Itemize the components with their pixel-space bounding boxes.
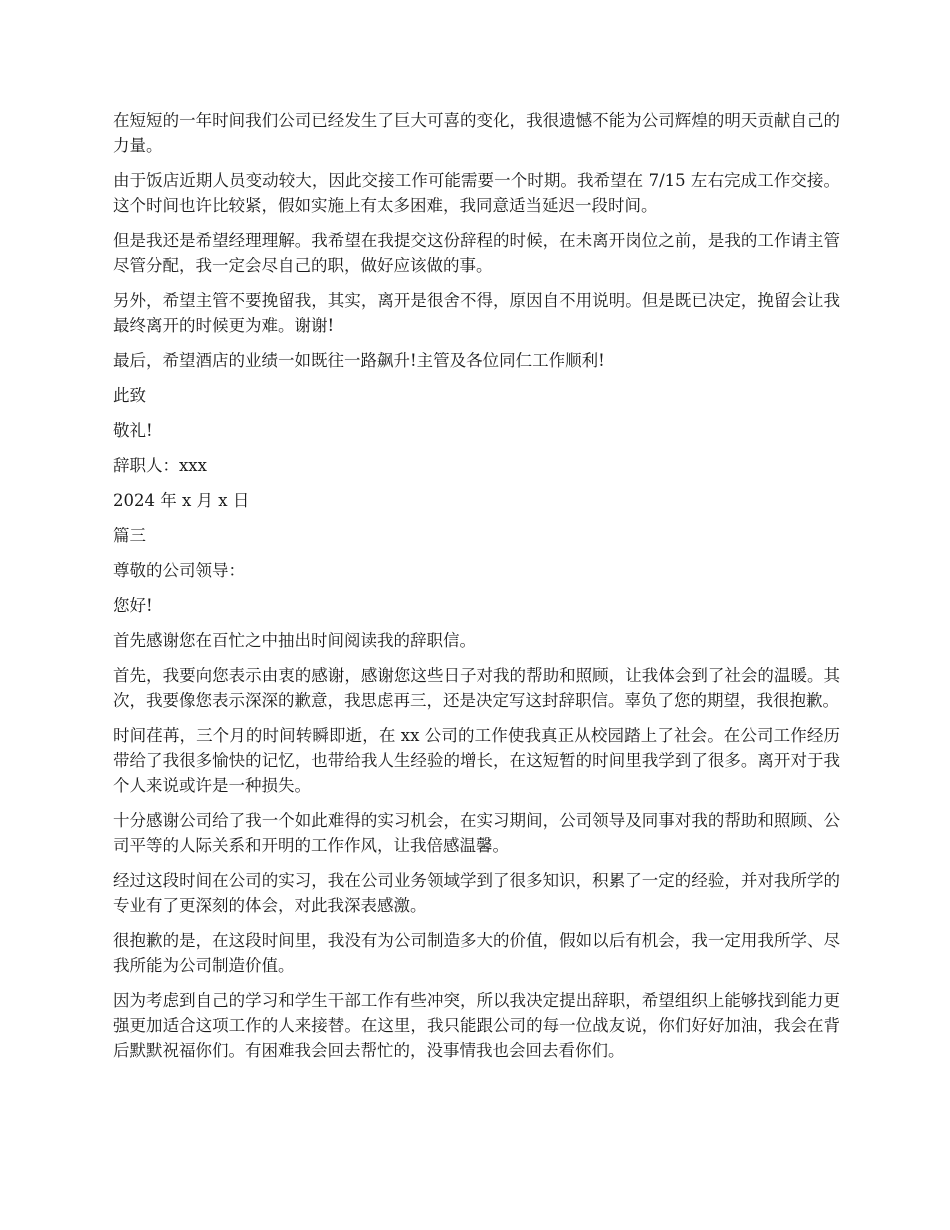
paragraph-3: 但是我还是希望经理理解。我希望在我提交这份辞程的时候，在未离开岗位之前，是我的工作请主管尽管分配，我一定会尽自己的职，做好应该做的事。 — [113, 231, 840, 275]
paragraph-13: 首先感谢您在百忙之中抽出时间阅读我的辞职信。 — [113, 631, 476, 650]
letter-greeting: 尊敬的公司领导： — [113, 561, 245, 580]
paragraph-14: 首先，我要向您表示由衷的感谢，感谢您这些日子对我的帮助和照顾，让我体会到了社会的温暖。其次，我要像您表示深深的歉意，我思虑再三，还是决定写这封辞职信。辜负了您的期望，我很抱歉。 — [113, 666, 840, 710]
letter-hello: 您好! — [113, 596, 153, 615]
paragraph-19: 因为考虑到自己的学习和学生干部工作有些冲突，所以我决定提出辞职，希望组织上能够找到能力更强更加适合这项工作的人来接替。在这里，我只能跟公司的每一位战友说，你们好好加油，我会在背后默默祝福你们。有困难我会回去帮忙的，没事情我也会回去看你们。 — [113, 991, 840, 1060]
paragraph-16: 十分感谢公司给了我一个如此难得的实习机会，在实习期间，公司领导及同事对我的帮助和照顾、公司平等的人际关系和开明的工作作风，让我倍感温馨。 — [113, 811, 840, 855]
document-page — [113, 108, 840, 1073]
paragraph-2: 由于饭店近期人员变动较大，因此交接工作可能需要一个时期。我希望在 7/15 左右完成工作交接。这个时间也许比较紧，假如实施上有太多困难，我同意适当延迟一段时间。 — [113, 171, 840, 215]
closing-salutation: 此致 — [113, 386, 146, 405]
paragraph-15: 时间荏苒，三个月的时间转瞬即逝，在 xx 公司的工作使我真正从校园踏上了社会。在公司工作经历带给了我很多愉快的记忆，也带给我人生经验的增长，在这短暂的时间里我学到了很多。离开对于我个人来说或许是一种损失。 — [113, 726, 840, 795]
section-heading: 篇三 — [113, 526, 146, 545]
paragraph-4: 另外，希望主管不要挽留我，其实，离开是很舍不得，原因自不用说明。但是既已决定，挽留会让我最终离开的时候更为难。谢谢! — [113, 291, 840, 335]
signature-line: 辞职人：xxx — [113, 456, 207, 475]
paragraph-5: 最后，希望酒店的业绩一如既往一路飙升!主管及各位同仁工作顺利! — [113, 351, 605, 370]
closing-regards: 敬礼! — [113, 421, 153, 440]
paragraph-18: 很抱歉的是，在这段时间里，我没有为公司制造多大的价值，假如以后有机会，我一定用我所学、尽我所能为公司制造价值。 — [113, 931, 840, 975]
paragraph-17: 经过这段时间在公司的实习，我在公司业务领域学到了很多知识，积累了一定的经验，并对我所学的专业有了更深刻的体会，对此我深表感激。 — [113, 871, 840, 915]
date-line: 2024 年 x 月 x 日 — [113, 491, 250, 510]
paragraph-1: 在短短的一年时间我们公司已经发生了巨大可喜的变化，我很遗憾不能为公司辉煌的明天贡献自己的力量。 — [113, 111, 840, 155]
